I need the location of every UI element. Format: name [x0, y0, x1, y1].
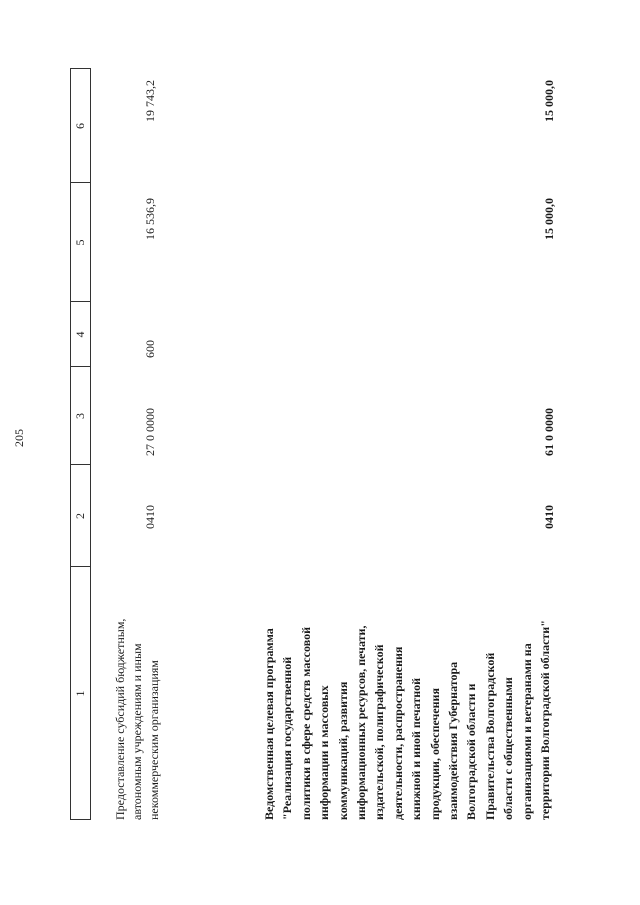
column-header-6: 6 — [73, 123, 87, 129]
row-name-line: автономным учреждениям и иным — [130, 643, 144, 820]
row-name-line: организациями и ветеранами на — [519, 643, 534, 820]
target-code-cell: 27 0 0000 — [143, 408, 157, 456]
row-name-cell — [260, 620, 555, 820]
row-name-line: издательской, полиграфической — [372, 644, 387, 820]
budget-table — [70, 68, 565, 820]
amount-cell-2: 15 000,0 — [542, 80, 556, 122]
row-name-line: информационных ресурсов, печати, — [354, 625, 369, 820]
header-bottom-rule — [90, 68, 91, 820]
row-name-line: политики в сфере средств массовой — [298, 626, 313, 820]
row-name-line: книжной и иной печатной — [409, 677, 424, 820]
row-name-line: деятельности, распространения — [390, 646, 405, 820]
column-header-3: 3 — [73, 413, 87, 419]
amount-cell-1: 16 536,9 — [143, 198, 157, 240]
column-header-1: 1 — [73, 690, 87, 697]
row-name-line: информации и массовых — [317, 685, 332, 820]
section-code-cell: 0410 — [143, 505, 157, 529]
page-number: 205 — [12, 429, 26, 447]
row-name-line: Ведомственная целевая программа — [262, 628, 276, 820]
row-name-line: Правительства Волгоградской — [482, 652, 497, 820]
column-header-2: 2 — [73, 513, 87, 519]
amount-cell-2: 19 743,2 — [143, 80, 157, 122]
row-name-line: области с общественными — [501, 677, 516, 820]
amount-cell-1: 15 000,0 — [542, 198, 556, 240]
row-name-line: Предоставление субсидий бюджетным, — [113, 618, 127, 820]
target-code-cell: 61 0 0000 — [542, 408, 556, 456]
row-name-line: взаимодействия Губернатора — [446, 661, 461, 820]
row-name-line: продукции, обеспечения — [427, 688, 442, 820]
row-name-line: "Реализация государственной — [280, 656, 295, 820]
row-name-line: территории Волгоградской области" — [538, 620, 553, 820]
section-code-cell: 0410 — [542, 505, 556, 529]
expense-type-cell: 600 — [143, 340, 157, 358]
row-name-cell — [112, 619, 163, 820]
row-name-line: Волгоградской области и — [464, 683, 479, 820]
row-name-line: коммуникаций, развития — [335, 681, 350, 820]
column-header-5: 5 — [73, 239, 87, 246]
column-header-4: 4 — [73, 331, 87, 338]
row-name-line: некоммерческим организациям — [147, 660, 161, 820]
